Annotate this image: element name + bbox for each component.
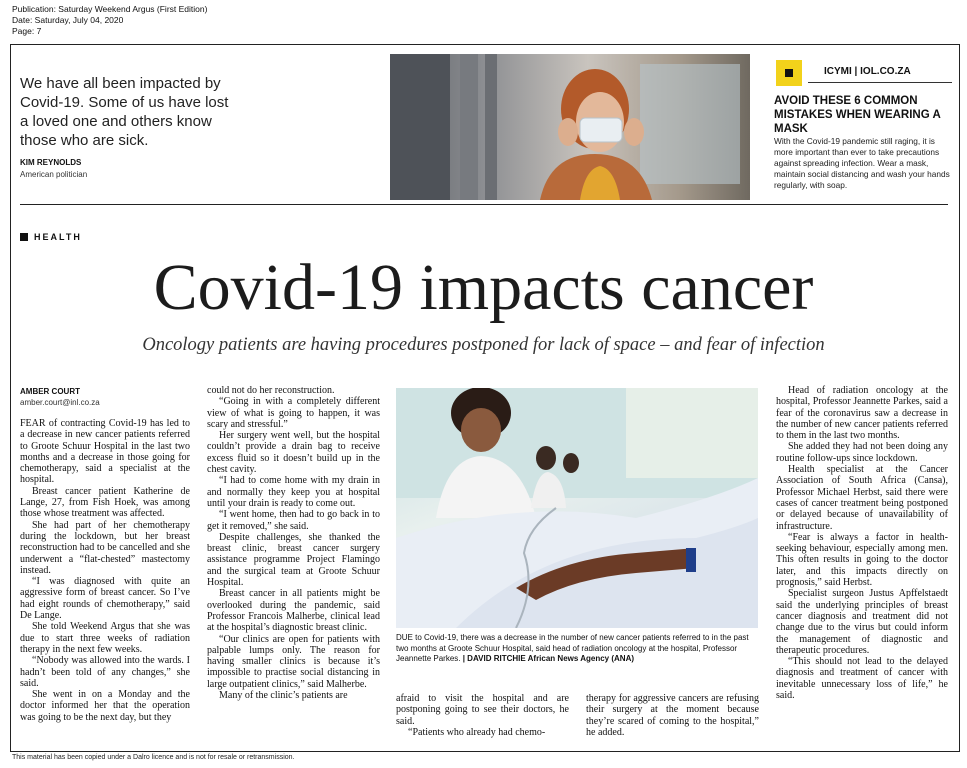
paragraph: Her surgery went well, but the hospital couldn’t provide a drain bag to receive excess fluid so it doesn’t build up in the chest cavity. bbox=[207, 430, 380, 476]
paragraph: She added they had not been doing any routine follow-ups since lockdown. bbox=[776, 441, 948, 464]
paragraph: Health specialist at the Cancer Association of South Africa (Cansa), Professor Michael Herbst, said there were cases of cancer treatment being postponed or delayed because of unavailability of infrastructure. bbox=[776, 464, 948, 532]
paragraph: could not do her reconstruction. bbox=[207, 385, 335, 396]
paragraph: She had part of her chemotherapy during the lockdown, but her breast reconstruction had to be cancelled and she underwent a “flat-chested” mastectomy instead. bbox=[20, 519, 190, 576]
paragraph: Many of the clinic’s patients are bbox=[219, 690, 348, 702]
article-column-4 bbox=[586, 693, 759, 738]
mask-woman-illustration bbox=[390, 54, 750, 200]
publication-name: Publication: Saturday Weekend Argus (First Edition) bbox=[12, 4, 208, 14]
article-column-2 bbox=[207, 385, 380, 701]
photo-credit: | DAVID RITCHIE African News Agency (ANA) bbox=[462, 654, 635, 663]
quote-role: American politician bbox=[20, 170, 88, 179]
paragraph: “I went home, then had to go back in to get it removed,” she said. bbox=[207, 509, 380, 532]
paragraph: “Our clinics are open for patients with palpable lumps only. The reason for having smaller clinics is because it’s impossible to practise social distancing in large outpatient clinics,” said Malherbe. bbox=[207, 633, 380, 690]
paragraph: Breast cancer in all patients might be overlooked during the pandemic, said Professor Francois Malherbe, clinical lead at the hospital’s diagnostic breast clinic. bbox=[207, 588, 380, 634]
promo-rule bbox=[808, 82, 952, 83]
paragraph: Head of radiation oncology at the hospital, Professor Jeannette Parkes, said a fear of the coronavirus saw a decrease in the number of new cancer patients referred to them in the last two months. bbox=[776, 385, 948, 442]
promo-brand: ICYMI | IOL.CO.ZA bbox=[824, 66, 911, 77]
promo-body: With the Covid-19 pandemic still raging, it is more important than ever to take precautions against spreading infection. Wear a mask, maintain social distancing and wash your hands regularly, with soap. bbox=[774, 136, 950, 190]
paragraph: Specialist surgeon Justus Apffelstaedt said the underlying principles of breast cancer diagnosis and treatment did not change due to the virus but could inform the management of diagnostic and therapeutic procedures. bbox=[776, 588, 948, 656]
publication-page: Page: 7 bbox=[12, 26, 42, 36]
subheadline: Oncology patients are having procedures postponed for lack of space – and fear of infection bbox=[142, 335, 825, 355]
paragraph: She told Weekend Argus that she was due to start three weeks of radiation therapy in the next few weeks. bbox=[20, 621, 190, 655]
byline-email: amber.court@inl.co.za bbox=[20, 398, 100, 407]
paragraph: Breast cancer patient Katherine de Lange, 27, from Fish Hoek, was among those whose treatment was affected. bbox=[20, 485, 190, 520]
paragraph: “Nobody was allowed into the wards. I hadn’t been told of any changes,” she said. bbox=[20, 655, 190, 689]
section-label bbox=[20, 232, 82, 242]
hospital-patient-photo bbox=[396, 388, 758, 628]
headline: Covid-19 impacts cancer bbox=[153, 251, 814, 324]
paragraph: “I was diagnosed with quite an aggressive form of breast cancer. So I’ve had eight rounds of chemotherapy,” said De Lange. bbox=[20, 576, 190, 622]
licence-footer: This material has been copied under a Dalro licence and is not for resale or retransmission. bbox=[12, 754, 295, 761]
paragraph: therapy for aggressive cancers are refusing their surgery at the moment because they’re scared of coming to the hospital,” he added. bbox=[586, 693, 759, 738]
paragraph: “I had to come home with my drain in and normally they keep you at hospital until your drain is ready to come out. bbox=[207, 475, 380, 509]
article-column-3 bbox=[396, 693, 569, 738]
hospital-patient-illustration bbox=[396, 388, 758, 628]
paragraph: FEAR of contracting Covid-19 has led to a decrease in new cancer patients referred to Groote Schuur Hospital in the last two months and a decrease in those going for chemotherapy, said a specialist at the hospital. bbox=[20, 418, 190, 486]
paragraph: “Going in with a completely different view of what is going to happen, it was scary and stressful.” bbox=[207, 396, 380, 430]
paragraph: “This should not lead to the delayed diagnosis and treatment of cancer with inevitable unnecessary loss of life,” he said. bbox=[776, 656, 948, 702]
section-divider bbox=[20, 204, 948, 205]
publication-date: Date: Saturday, July 04, 2020 bbox=[12, 15, 124, 25]
byline: AMBER COURT bbox=[20, 387, 80, 396]
paragraph: Despite challenges, she thanked the breast clinic, breast cancer surgery assistance programme Project Flamingo and the surgical team at Groote Schuur Hospital. bbox=[207, 531, 380, 589]
mask-woman-photo bbox=[390, 54, 750, 200]
icymi-badge-icon bbox=[776, 60, 802, 86]
photo-caption bbox=[396, 633, 758, 665]
article-column-1 bbox=[20, 418, 190, 723]
paragraph: afraid to visit the hospital and are postponing going to see their doctors, he said. bbox=[396, 693, 569, 727]
section-name: HEALTH bbox=[34, 232, 82, 242]
paragraph: She went in on a Monday and the doctor informed her that the operation was going to be the next day, but they bbox=[20, 689, 190, 723]
pull-quote: We have all been impacted by Covid-19. Some of us have lost a loved one and others know those who are sick. bbox=[20, 75, 229, 149]
promo-title[interactable]: AVOID THESE 6 COMMON MISTAKES WHEN WEARING A MASK bbox=[774, 95, 941, 135]
article-column-5 bbox=[776, 385, 948, 701]
iol-promo[interactable] bbox=[768, 54, 952, 200]
paragraph: “Fear is always a factor in health-seeking behaviour, especially among men. This often results in going to the doctor later, and this impacts directly on prognosis,” said Herbst. bbox=[776, 531, 948, 589]
section-square-icon bbox=[20, 233, 28, 241]
quote-author: KIM REYNOLDS bbox=[20, 158, 82, 167]
paragraph: “Patients who already had chemo- bbox=[408, 726, 546, 738]
caption-text: DUE to Covid-19, there was a decrease in the number of new cancer patients referred to in the past two months at Groote Schuur Hospital, said head of radiation oncology at the hospital, Professor Jeannette Parkes. bbox=[396, 633, 749, 663]
publication-meta bbox=[12, 4, 207, 37]
